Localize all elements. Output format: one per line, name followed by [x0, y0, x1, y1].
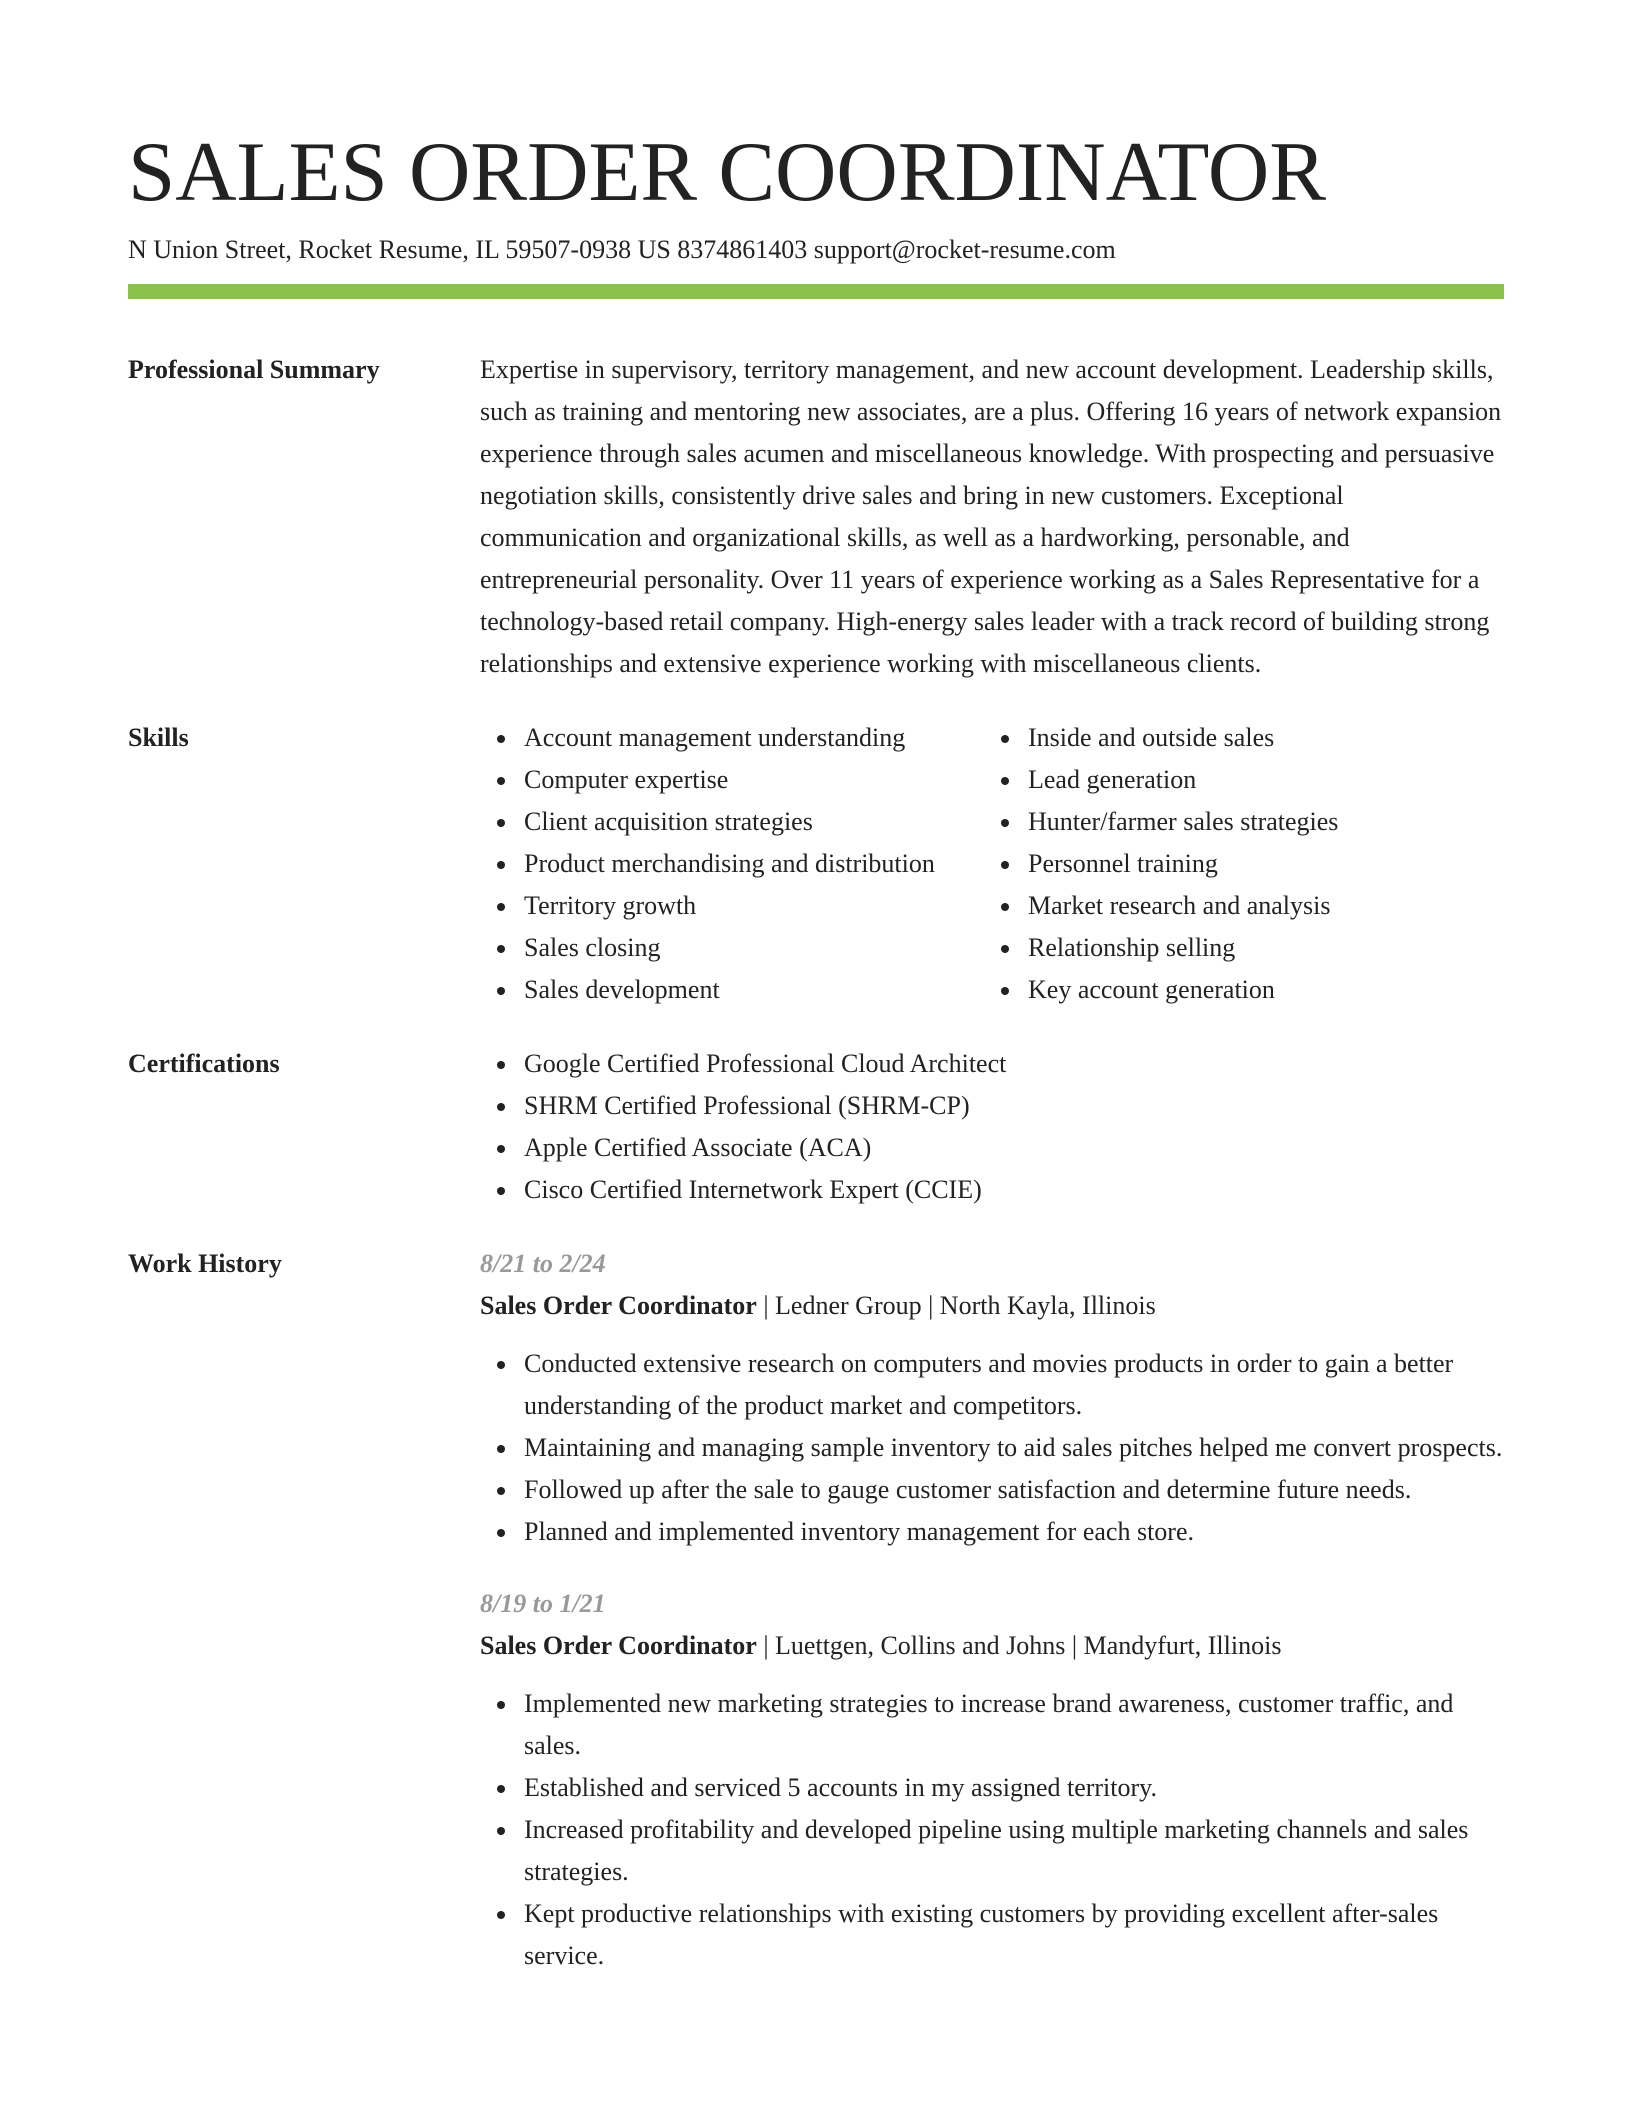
contact-line: N Union Street, Rocket Resume, IL 59507-0938 US 8374861403 support@rocket-resume.com	[128, 235, 1116, 264]
resume-name-title: SALES ORDER COORDINATOR	[128, 125, 1327, 219]
summary-heading: Professional Summary	[128, 355, 380, 384]
skill-item: Territory growth	[524, 885, 984, 927]
job-bullet: Implemented new marketing strategies to increase brand awareness, customer traffic, and sales.	[524, 1683, 1504, 1767]
job-title: Sales Order Coordinator	[480, 1631, 757, 1660]
skill-item: Account management understanding	[524, 717, 984, 759]
skills-heading: Skills	[128, 723, 189, 752]
skill-item: Lead generation	[1028, 759, 1488, 801]
certification-item: SHRM Certified Professional (SHRM-CP)	[524, 1085, 1504, 1127]
skill-item: Key account generation	[1028, 969, 1488, 1011]
skills-section	[128, 717, 1504, 1011]
skill-item: Market research and analysis	[1028, 885, 1488, 927]
job-heading-line	[480, 1285, 1504, 1327]
certifications-body	[480, 1043, 1504, 1211]
job-bullet: Conducted extensive research on computers and movies products in order to gain a better understanding of the product market and competitors.	[524, 1343, 1504, 1427]
skills-grid	[480, 717, 1504, 1011]
skill-item: Client acquisition strategies	[524, 801, 984, 843]
accent-divider	[128, 284, 1504, 299]
skill-item: Inside and outside sales	[1028, 717, 1488, 759]
job-heading-line	[480, 1625, 1504, 1667]
resume-page	[128, 0, 1504, 1977]
job-entry	[480, 1583, 1504, 1977]
certification-item: Apple Certified Associate (ACA)	[524, 1127, 1504, 1169]
certification-item: Google Certified Professional Cloud Architect	[524, 1043, 1504, 1085]
certifications-heading: Certifications	[128, 1049, 280, 1078]
job-title: Sales Order Coordinator	[480, 1291, 757, 1320]
skill-item: Personnel training	[1028, 843, 1488, 885]
skills-column-2	[984, 717, 1488, 1011]
certifications-list	[480, 1043, 1504, 1211]
job-bullet: Planned and implemented inventory management for each store.	[524, 1511, 1504, 1553]
skill-item: Computer expertise	[524, 759, 984, 801]
job-company-location: | Ledner Group | North Kayla, Illinois	[756, 1291, 1156, 1320]
summary-text: Expertise in supervisory, territory management, and new account development. Leadership skills, such as training and mentoring new associates, are a plus. Offering 16 years of network expansion experience through sales acumen and miscellaneous knowledge. With prospecting and persuasive negotiation skills, consistently drive sales and bring in new customers. Exceptional communication and organizational skills, as well as a hardworking, personable, and entrepreneurial personality. Over 11 years of experience working as a Sales Representative for a technology-based retail company. High-energy sales leader with a track record of building strong relationships and extensive experience working with miscellaneous clients.	[480, 355, 1502, 678]
skill-item: Product merchandising and distribution	[524, 843, 984, 885]
job-bullet: Established and serviced 5 accounts in my assigned territory.	[524, 1767, 1504, 1809]
job-bullet: Followed up after the sale to gauge customer satisfaction and determine future needs.	[524, 1469, 1504, 1511]
skill-item: Sales closing	[524, 927, 984, 969]
job-bullets	[480, 1343, 1504, 1553]
job-company-location: | Luettgen, Collins and Johns | Mandyfurt, Illinois	[756, 1631, 1282, 1660]
skills-column-1	[480, 717, 984, 1011]
skill-item: Relationship selling	[1028, 927, 1488, 969]
skill-item: Hunter/farmer sales strategies	[1028, 801, 1488, 843]
certification-item: Cisco Certified Internetwork Expert (CCIE)	[524, 1169, 1504, 1211]
summary-section	[128, 349, 1504, 685]
work-history-body	[480, 1243, 1504, 1977]
skill-item: Sales development	[524, 969, 984, 1011]
job-bullet: Kept productive relationships with existing customers by providing excellent after-sales service.	[524, 1893, 1504, 1977]
certifications-section	[128, 1043, 1504, 1211]
job-bullets	[480, 1683, 1504, 1977]
job-dates: 8/19 to 1/21	[480, 1589, 606, 1618]
job-dates: 8/21 to 2/24	[480, 1249, 606, 1278]
job-bullet: Increased profitability and developed pipeline using multiple marketing channels and sales strategies.	[524, 1809, 1504, 1893]
job-entry	[480, 1243, 1504, 1553]
work-history-section	[128, 1243, 1504, 1977]
work-history-heading: Work History	[128, 1249, 282, 1278]
job-bullet: Maintaining and managing sample inventory to aid sales pitches helped me convert prospects.	[524, 1427, 1504, 1469]
